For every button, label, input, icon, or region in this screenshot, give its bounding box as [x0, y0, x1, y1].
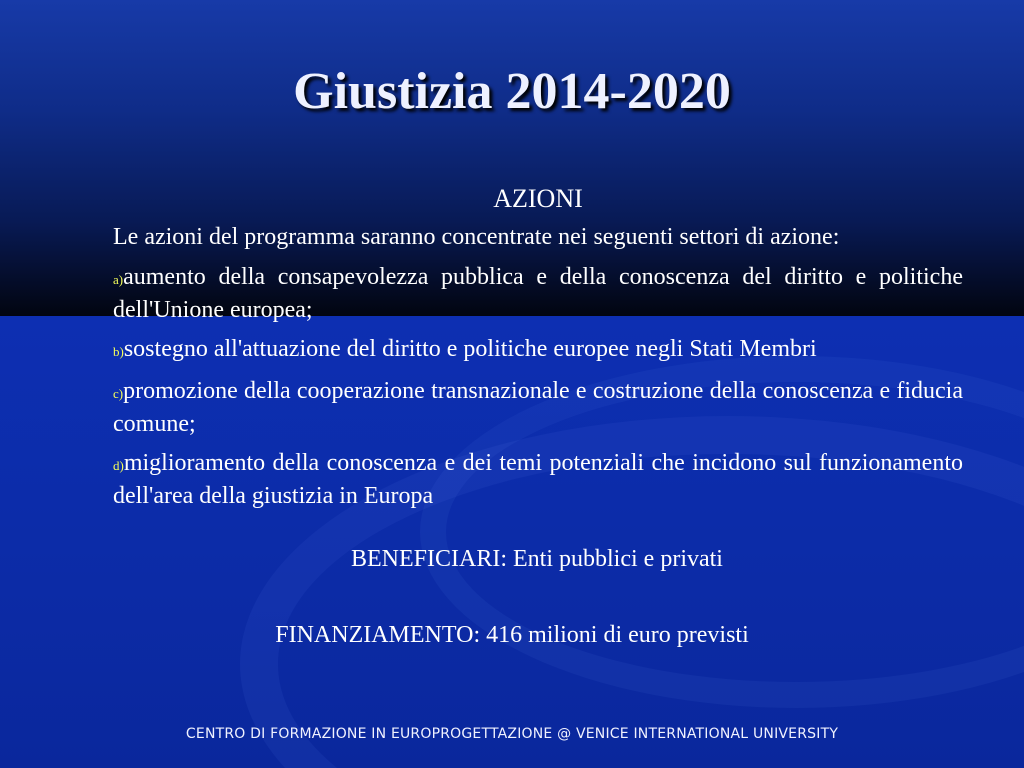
intro-text: Le azioni del programma saranno concentrate nei seguenti settori di azione: [113, 224, 840, 250]
list-item-text: promozione della cooperazione transnazionale e costruzione della conoscenza e fiducia comune; [113, 378, 963, 437]
list-marker: b) [113, 344, 124, 359]
slide-title: Giustizia 2014-2020 [293, 63, 731, 120]
list-marker: d) [113, 458, 124, 473]
beneficiari-line: BENEFICIARI: Enti pubblici e privati [351, 546, 723, 572]
list-item [113, 334, 963, 367]
list-item [113, 262, 963, 325]
list-item-text: miglioramento della conoscenza e dei temi potenziali che incidono sul funzionamento dell'area della giustizia in Europa [113, 450, 963, 509]
footer-text: CENTRO DI FORMAZIONE IN EUROPROGETTAZIONE @ VENICE INTERNATIONAL UNIVERSITY [185, 726, 839, 742]
section-heading: AZIONI [493, 184, 583, 213]
list-marker: c) [113, 386, 124, 401]
list-item [113, 376, 963, 439]
finanziamento-line: FINANZIAMENTO: 416 milioni di euro previsti [275, 622, 749, 648]
list-item [113, 448, 963, 511]
slide-body [113, 184, 963, 520]
list-item-text: aumento della consapevolezza pubblica e della conoscenza del diritto e politiche dell'Unione europea; [113, 264, 963, 323]
list-item-text: sostegno all'attuazione del diritto e politiche europee negli Stati Membri [123, 336, 817, 362]
list-marker: a) [113, 272, 124, 287]
